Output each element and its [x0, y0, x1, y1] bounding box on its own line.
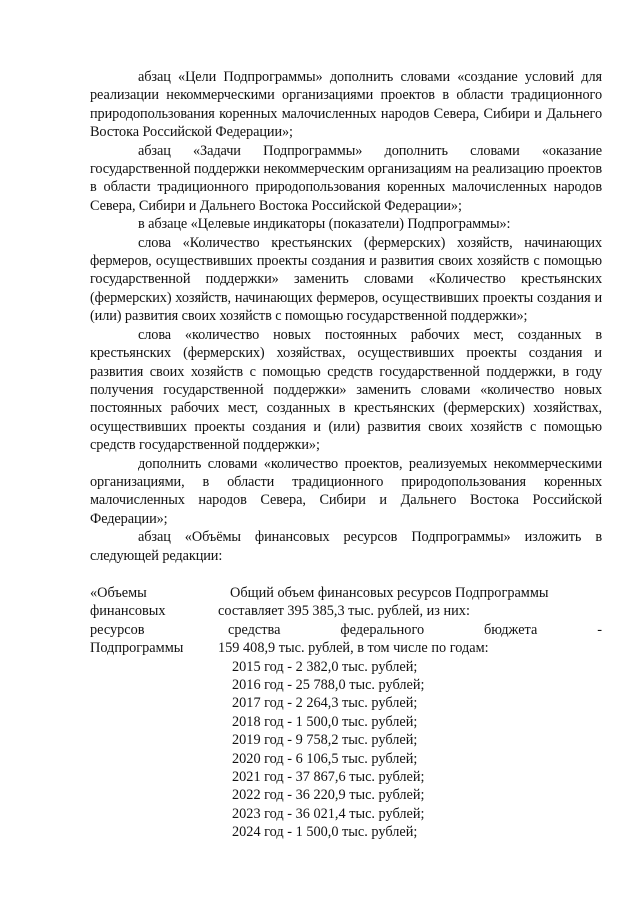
finance-federal-line: [218, 621, 602, 639]
finance-federal-word: средства: [228, 621, 281, 638]
finance-label-line: Подпрограммы: [90, 640, 184, 657]
document-page: [90, 68, 602, 842]
year-row: 2024 год - 1 500,0 тыс. рублей;: [232, 824, 418, 841]
year-row: 2018 год - 1 500,0 тыс. рублей;: [232, 713, 418, 730]
finance-label-line: ресурсов: [90, 621, 145, 638]
paragraph-new-jobs: слова «количество новых постоянных рабочих мест, созданных в крестьянских (фермерских) хозяйствах, осуществивших проекты создания и развития своих хозяйств с помощью средств государственной поддержки, в году получения государственной поддержки» заменить словами «количество новых постоянных рабочих мест, созданных в крестьянских (фермерских) хозяйствах, осуществивших проекты создания и (или) развития своих хозяйств с помощью средств государственной поддержки»;: [90, 326, 602, 454]
paragraph-finance-intro: абзац «Объёмы финансовых ресурсов Подпрограммы» изложить в следующей редакции:: [90, 529, 602, 564]
paragraph-indicators-intro: в абзаце «Целевые индикаторы (показатели) Подпрограммы»:: [138, 216, 511, 233]
finance-federal-word: федерального: [340, 621, 425, 638]
finance-total-amount: составляет 395 385,3 тыс. рублей, из них:: [218, 603, 470, 620]
finance-federal-amount: 159 408,9 тыс. рублей, в том числе по годам:: [218, 640, 489, 657]
paragraph-ngo-projects: дополнить словами «количество проектов, реализуемых некоммерческими организациями, в области традиционного природопользования коренных малочисленных народов Севера, Сибири и Дальнего Востока Российской Федерации»;: [90, 455, 602, 527]
finance-federal-word: бюджета: [484, 621, 538, 638]
finance-body: [218, 584, 602, 842]
paragraph-tasks: абзац «Задачи Подпрограммы» дополнить словами «оказание государственной поддержки некоммерческим организациям на реализацию проектов в области традиционного природопользования коренных малочисленных народов Севера, Сибири и Дальнего Востока Российской Федерации»;: [90, 142, 602, 214]
finance-federal-word: -: [597, 621, 602, 638]
paragraph-goals: абзац «Цели Подпрограммы» дополнить словами «создание условий для реализации некоммерческими организациями проектов в области традиционного природопользования коренных малочисленных народов Севера, Сибири и Дальнего Востока Российской Федерации»;: [90, 69, 602, 141]
year-row: 2017 год - 2 264,3 тыс. рублей;: [232, 695, 418, 712]
finance-label: [90, 584, 218, 842]
year-row: 2023 год - 36 021,4 тыс. рублей;: [232, 805, 425, 822]
finance-table: [90, 584, 602, 842]
year-row: 2021 год - 37 867,6 тыс. рублей;: [232, 769, 425, 786]
finance-label-line: «Объемы: [90, 584, 147, 601]
year-row: 2019 год - 9 758,2 тыс. рублей;: [232, 732, 418, 749]
paragraph-farms-count: слова «Количество крестьянских (фермерских) хозяйств, начинающих фермеров, осуществивших проекты создания и развития своих хозяйств с помощью государственной поддержки» заменить словами «Количество крестьянских (фермерских) хозяйств, начинающих фермеров, осуществивших проекты создания и (или) развития своих хозяйств с помощью государственной поддержки»;: [90, 234, 602, 325]
finance-years-list: [232, 658, 602, 842]
year-row: 2016 год - 25 788,0 тыс. рублей;: [232, 677, 425, 693]
year-row: 2015 год - 2 382,0 тыс. рублей;: [232, 658, 418, 675]
finance-total-line: Общий объем финансовых ресурсов Подпрограммы: [230, 584, 549, 601]
finance-label-line: финансовых: [90, 603, 166, 620]
year-row: 2020 год - 6 106,5 тыс. рублей;: [232, 750, 418, 767]
year-row: 2022 год - 36 220,9 тыс. рублей;: [232, 787, 425, 804]
